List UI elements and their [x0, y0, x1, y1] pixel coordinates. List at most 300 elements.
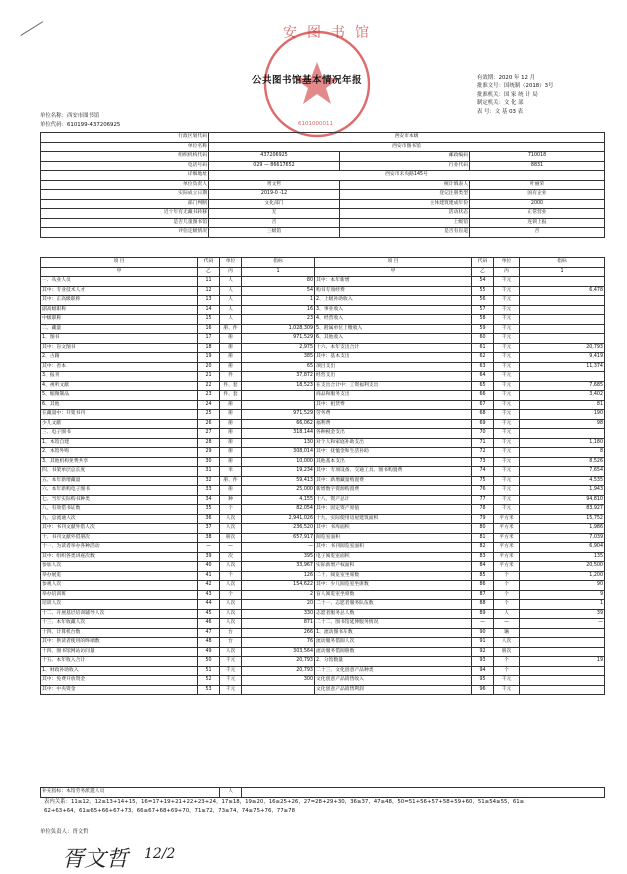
item-label: 中级职称: [41, 315, 198, 325]
item-code: 66: [472, 391, 494, 401]
item-unit: 千元: [494, 429, 520, 439]
item-value: 82,054: [242, 505, 315, 515]
item-code: 55: [472, 286, 494, 296]
item-value: 8: [520, 448, 605, 458]
item-value: 4,535: [520, 476, 605, 486]
info-value: 否: [209, 218, 340, 228]
item-value: 2,941,026: [242, 514, 315, 524]
item-code: 15: [198, 315, 220, 325]
info-value: 国有企业: [470, 190, 605, 200]
item-label: 一、从业人员: [41, 277, 198, 287]
item-code: 54: [472, 277, 494, 287]
item-label: 十八、资产总计: [315, 495, 472, 505]
supplement-label: 补充指标：本馆劳务派遣人员: [41, 788, 220, 798]
item-code: 13: [198, 296, 220, 306]
item-value: 300: [242, 676, 315, 686]
table-row: [41, 666, 605, 676]
info-row: [41, 199, 605, 209]
item-unit: 个: [494, 571, 520, 581]
table-row: [41, 305, 605, 315]
item-unit: 千元: [494, 286, 520, 296]
item-label: 6、其他收入: [315, 334, 472, 344]
notes: [44, 798, 604, 816]
info-label: 实际成立日期: [41, 190, 209, 200]
item-code: 75: [472, 476, 494, 486]
table-row: [41, 353, 605, 363]
info-row: [41, 142, 605, 152]
item-unit: 个: [494, 600, 520, 610]
item-code: 72: [472, 448, 494, 458]
item-unit: 册: [220, 410, 242, 420]
info-label: 单位负责人: [41, 180, 209, 190]
info-value: 叶丽荣: [470, 180, 605, 190]
item-label: 十五、本年收入合计: [41, 657, 198, 667]
item-label: 其他基本支出: [315, 457, 472, 467]
item-code: 93: [472, 657, 494, 667]
item-unit: 千元: [494, 457, 520, 467]
item-label: 其中：抚恤金和生活补助: [315, 448, 472, 458]
col-unit: 单位: [220, 258, 242, 268]
item-label: 八、有效借书证数: [41, 505, 198, 515]
item-label: 四、书架单层总长度: [41, 467, 198, 477]
item-code: 21: [198, 372, 220, 382]
item-code: 42: [198, 581, 220, 591]
item-label: 1、流动图书车数: [315, 628, 472, 638]
item-value: 25,000: [242, 486, 315, 496]
table-row: [41, 286, 605, 296]
item-unit: 千元: [494, 410, 520, 420]
item-label: 九、总流通人次: [41, 514, 198, 524]
table-row: [41, 581, 605, 591]
stamp-text: 安图书馆: [283, 25, 379, 41]
unit-code: 单位代码：610199-437206925: [40, 122, 121, 128]
item-value: 20,793: [242, 666, 315, 676]
item-code: 18: [198, 343, 220, 353]
item-code: 16: [198, 324, 220, 334]
info-row: [41, 161, 605, 171]
item-value: 657,917: [242, 533, 315, 543]
item-value: 16: [242, 305, 315, 315]
idx-yi: 乙: [198, 267, 220, 277]
item-code: 91: [472, 638, 494, 648]
item-value: [520, 628, 605, 638]
col-item: 项 目: [315, 258, 472, 268]
item-label: 各种税金支出: [315, 429, 472, 439]
item-code: 48: [198, 638, 220, 648]
item-code: 77: [472, 495, 494, 505]
item-unit: 辆: [494, 628, 520, 638]
item-code: 74: [472, 467, 494, 477]
item-code: 11: [198, 277, 220, 287]
info-row: [41, 133, 605, 143]
item-code: —: [198, 543, 220, 553]
info-value: 8831: [470, 161, 605, 171]
item-code: 23: [198, 391, 220, 401]
item-label: 实际新增产权面积: [315, 562, 472, 572]
unit-name: 单位名称：西安市图书馆: [40, 113, 100, 119]
item-value: 308,014: [242, 448, 315, 458]
table-row: [41, 619, 605, 629]
item-label: 其中：专项设备、交通工具、图书购置费: [315, 467, 472, 477]
item-label: 二十一、志愿者服务队伍数: [315, 600, 472, 610]
item-unit: 千元: [494, 486, 520, 496]
table-row: [41, 277, 605, 287]
item-value: —: [520, 619, 605, 629]
table-row: [41, 362, 605, 372]
item-value: 130: [242, 438, 315, 448]
item-value: 20,793: [242, 657, 315, 667]
info-value: 710018: [470, 152, 605, 162]
info-label: 是否有盲道: [340, 228, 470, 238]
item-unit: 册: [220, 353, 242, 363]
item-unit: 人次: [220, 600, 242, 610]
item-label: 其中：组织各类讲座次数: [41, 552, 198, 562]
item-value: [520, 647, 605, 657]
item-unit: 件、套: [220, 381, 242, 391]
item-code: 38: [198, 533, 220, 543]
item-value: 8,526: [520, 457, 605, 467]
item-value: 1,028,309: [242, 324, 315, 334]
item-label: 其中：租赁费: [315, 400, 472, 410]
item-label: 其中：书刊文献外借人次: [41, 524, 198, 534]
item-unit: 千元: [494, 362, 520, 372]
item-label: 6、其他: [41, 400, 198, 410]
item-label: 十六、本年支出合计: [315, 343, 472, 353]
item-unit: 人: [494, 609, 520, 619]
item-code: —: [472, 619, 494, 629]
item-value: 80: [242, 277, 315, 287]
item-label: 其中：免费开放资金: [41, 676, 198, 686]
item-unit: 千元: [494, 334, 520, 344]
item-unit: 千元: [220, 657, 242, 667]
item-value: 9: [520, 590, 605, 600]
item-unit: 册: [220, 343, 242, 353]
info-row: [41, 228, 605, 238]
info-label: 行政区划代码: [41, 133, 209, 143]
item-code: 84: [472, 562, 494, 572]
table-row: [41, 638, 605, 648]
item-value: 236,520: [242, 524, 315, 534]
item-unit: 千元: [494, 419, 520, 429]
item-label: 其中：基本支出: [315, 353, 472, 363]
item-code: 57: [472, 305, 494, 315]
info-value: 否: [470, 228, 605, 238]
item-value: 15,752: [520, 514, 605, 524]
info-value: 2000: [470, 199, 605, 209]
item-code: 95: [472, 676, 494, 686]
item-code: 24: [198, 400, 220, 410]
item-label: 1、财政补助收入: [41, 666, 198, 676]
item-label: 其中：新增藏量购置费: [315, 476, 472, 486]
item-code: 35: [198, 505, 220, 515]
item-value: 11,374: [520, 362, 605, 372]
item-label: 项目支出: [315, 362, 472, 372]
item-label: 5、附属单位上缴收入: [315, 324, 472, 334]
stamp-number: 6101000011: [298, 121, 333, 127]
col-value: 指标: [242, 258, 315, 268]
item-label: 对个人和家庭补助支出: [315, 438, 472, 448]
info-label: 详细地址: [41, 171, 209, 181]
item-unit: 千元: [494, 381, 520, 391]
item-label: 举办培训班: [41, 590, 198, 600]
approval-no: 批准文号：国统制（2018）3号: [477, 83, 554, 90]
idx-jia: 甲: [41, 267, 198, 277]
item-code: 27: [198, 429, 220, 439]
item-value: —: [242, 543, 315, 553]
table-row: [41, 391, 605, 401]
item-unit: 人次: [220, 514, 242, 524]
item-value: 19: [520, 657, 605, 667]
signature-date: 12/2: [144, 846, 176, 862]
item-label: 2、本馆外购: [41, 448, 198, 458]
item-value: 3,402: [520, 391, 605, 401]
item-label: 3、其他机构免费共享: [41, 457, 198, 467]
item-unit: 平方米: [494, 533, 520, 543]
item-code: 70: [472, 429, 494, 439]
item-code: 89: [472, 609, 494, 619]
table-row: [41, 524, 605, 534]
item-code: 87: [472, 590, 494, 600]
item-label: 阅览室面积: [315, 533, 472, 543]
item-value: 20: [242, 600, 315, 610]
item-value: [520, 429, 605, 439]
item-value: 10,000: [242, 457, 315, 467]
item-label: 十、书刊文献外借册次: [41, 533, 198, 543]
info-label: 组织机构代码: [41, 152, 209, 162]
table-row: [41, 381, 605, 391]
col-code: 代码: [198, 258, 220, 268]
item-value: [520, 666, 605, 676]
column-index-row: [41, 267, 605, 277]
col-value: 指标: [520, 258, 605, 268]
item-unit: 千元: [220, 676, 242, 686]
table-row: [41, 429, 605, 439]
info-row: [41, 171, 605, 181]
item-code: 64: [472, 372, 494, 382]
col-item: 项 目: [41, 258, 198, 268]
info-row: [41, 190, 605, 200]
item-value: [242, 400, 315, 410]
item-label: 电子阅览室面积: [315, 552, 472, 562]
item-label: 劳务费: [315, 410, 472, 420]
table-row: [41, 590, 605, 600]
info-label: 上级馆: [340, 218, 470, 228]
item-code: 60: [472, 334, 494, 344]
item-value: 135: [520, 552, 605, 562]
info-row: [41, 152, 605, 162]
item-code: 76: [472, 486, 494, 496]
table-no: 表 号：文 基 03 表: [477, 108, 524, 115]
item-code: 47: [198, 628, 220, 638]
item-value: 18,523: [242, 381, 315, 391]
item-value: [520, 324, 605, 334]
item-value: 4,155: [242, 495, 315, 505]
item-unit: 千元: [494, 400, 520, 410]
item-value: [520, 334, 605, 344]
item-value: [520, 277, 605, 287]
item-code: 92: [472, 647, 494, 657]
item-value: 19,234: [242, 467, 315, 477]
item-value: [520, 296, 605, 306]
item-code: 86: [472, 581, 494, 591]
item-code: 69: [472, 419, 494, 429]
item-unit: 册: [220, 429, 242, 439]
basic-info-table: [40, 132, 605, 238]
item-unit: 册: [220, 362, 242, 372]
item-unit: 册: [220, 438, 242, 448]
table-row: [41, 438, 605, 448]
item-unit: 个: [494, 590, 520, 600]
header-right: [477, 74, 553, 116]
item-unit: 千元: [494, 324, 520, 334]
item-label: 文化创意产品销售收入: [315, 676, 472, 686]
item-label: 其中：正高级职称: [41, 296, 198, 306]
item-unit: 册: [220, 419, 242, 429]
item-unit: 千元: [494, 505, 520, 515]
item-label: 二十三、文化创意产品种类: [315, 666, 472, 676]
item-code: 62: [472, 353, 494, 363]
item-unit: 次: [220, 552, 242, 562]
item-unit: 个: [220, 590, 242, 600]
item-unit: —: [220, 543, 242, 553]
item-label: 在藏量中：开架书刊: [41, 410, 198, 420]
item-label: 二、藏量: [41, 324, 198, 334]
item-label: 文化创意产品销售利润: [315, 685, 472, 695]
main-indicator-table: [40, 257, 605, 695]
item-unit: 台: [220, 638, 242, 648]
item-value: 1,986: [520, 524, 605, 534]
idx-one: 1: [520, 267, 605, 277]
table-row: [41, 410, 605, 420]
item-value: 318,144: [242, 429, 315, 439]
item-label: 副高级职称: [41, 305, 198, 315]
item-value: 54: [242, 286, 315, 296]
item-code: 51: [198, 666, 220, 676]
item-unit: 千元: [494, 685, 520, 695]
item-unit: 千元: [494, 495, 520, 505]
item-label: 其中：本年新增: [315, 277, 472, 287]
item-code: 30: [198, 457, 220, 467]
item-label: 十四、计算机台数: [41, 628, 198, 638]
item-unit: 人次: [220, 647, 242, 657]
info-label: 近十年有无藏书转移: [41, 209, 209, 219]
item-code: 80: [472, 524, 494, 534]
info-value: 连锁上报: [470, 218, 605, 228]
col-unit: 单位: [494, 258, 520, 268]
info-value: 文化部门: [209, 199, 340, 209]
item-unit: 册: [220, 448, 242, 458]
info-row: [41, 218, 605, 228]
item-unit: 千元: [494, 448, 520, 458]
table-row: [41, 457, 605, 467]
item-code: 56: [472, 296, 494, 306]
table-row: [41, 628, 605, 638]
table-row: [41, 296, 605, 306]
table-row: [41, 495, 605, 505]
item-label: 参观人次: [41, 581, 198, 591]
item-value: 1: [242, 296, 315, 306]
item-label: 其中：善本: [41, 362, 198, 372]
item-unit: 个: [494, 581, 520, 591]
item-unit: 册、件: [220, 476, 242, 486]
item-label: 其中：专业技术人才: [41, 286, 198, 296]
item-code: 49: [198, 647, 220, 657]
item-label: 其中：固定资产原值: [315, 505, 472, 515]
footer-person: 单位负责人：胥文哲: [40, 829, 89, 835]
approval-org: 批准机关：国 家 统 计 局: [477, 91, 538, 98]
item-value: 83,927: [520, 505, 605, 515]
item-value: 6,478: [520, 286, 605, 296]
item-code: 36: [198, 514, 220, 524]
table-row: [41, 486, 605, 496]
item-code: 58: [472, 315, 494, 325]
item-unit: 册、件: [220, 324, 242, 334]
item-label: 十二、开展基层培训辅导人次: [41, 609, 198, 619]
item-label: 十四、图书馆网站访问量: [41, 647, 198, 657]
item-code: 22: [198, 381, 220, 391]
item-unit: 台: [220, 628, 242, 638]
item-value: 1,180: [520, 438, 605, 448]
info-value: 2019-0 -12: [209, 190, 340, 200]
supplement-table: [40, 787, 605, 798]
item-unit: 千元: [494, 353, 520, 363]
table-row: [41, 315, 605, 325]
info-value: 西安市图书馆: [209, 142, 605, 152]
info-value: 无: [209, 209, 340, 219]
item-value: 23: [242, 315, 315, 325]
item-code: 61: [472, 343, 494, 353]
item-unit: —: [494, 619, 520, 629]
item-unit: 个: [494, 666, 520, 676]
item-unit: 册次: [220, 533, 242, 543]
info-label: 评估定级情况: [41, 228, 209, 238]
item-code: 17: [198, 334, 220, 344]
info-label: 部门判断: [41, 199, 209, 209]
idx-bing: 丙: [220, 267, 242, 277]
item-label: 二十二、图书馆延伸服务情况: [315, 619, 472, 629]
item-label: 十三、本年收藏人次: [41, 619, 198, 629]
item-code: 83: [472, 552, 494, 562]
item-value: 9,419: [520, 353, 605, 363]
item-value: 6,904: [520, 543, 605, 553]
item-unit: 千元: [494, 467, 520, 477]
item-unit: 人次: [220, 524, 242, 534]
info-label: 活动状态: [340, 209, 470, 219]
item-label: 二十、阅览室坐席数: [315, 571, 472, 581]
item-value: 303,564: [242, 647, 315, 657]
item-code: 88: [472, 600, 494, 610]
item-unit: 千元: [494, 305, 520, 315]
item-unit: 千元: [494, 476, 520, 486]
item-unit: 个: [220, 571, 242, 581]
info-label: 主体建筑建成年份: [340, 199, 470, 209]
item-value: 90: [520, 581, 605, 591]
item-code: 44: [198, 600, 220, 610]
item-value: 7,685: [520, 381, 605, 391]
item-code: 29: [198, 448, 220, 458]
item-unit: 人: [220, 296, 242, 306]
table-row: [41, 476, 605, 486]
pen-mark: [21, 21, 50, 46]
item-unit: 平方米: [494, 562, 520, 572]
item-unit: 册: [220, 400, 242, 410]
item-value: 1,200: [520, 571, 605, 581]
item-unit: 人: [220, 315, 242, 325]
info-label: 单位名称: [41, 142, 209, 152]
page-title: 公共图书馆基本情况年报: [252, 75, 363, 86]
issuing-org: 制定机关：文 化 部: [477, 100, 524, 107]
item-code: 53: [198, 685, 220, 695]
